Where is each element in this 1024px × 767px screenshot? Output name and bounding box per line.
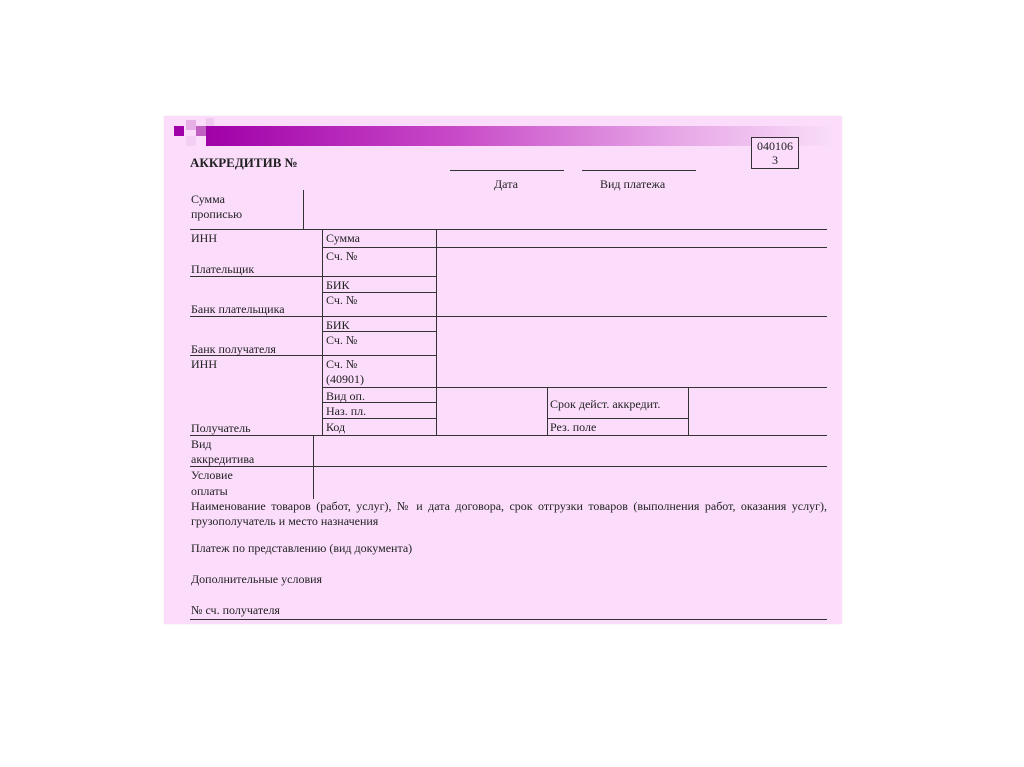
grid-line [322,247,827,248]
decor-square [174,126,184,136]
payer-bik-label: БИК [326,278,350,292]
grid-line [322,387,827,388]
lc-type-label-line2: аккредитива [191,452,255,466]
inn2-label: ИНН [191,357,217,371]
grid-line [190,316,827,317]
payer-label: Плательщик [191,262,255,276]
decor-gradient-bar [206,126,830,146]
date-label: Дата [494,177,518,191]
payee-account-no-label: № сч. получателя [191,603,280,617]
additional-terms-label: Дополнительные условия [191,572,323,586]
amount-words-label-line2: прописью [191,207,243,221]
decor-square [206,118,214,126]
payment-cond-label-line2: оплаты [191,484,228,498]
payer-bank-label: Банк плательщика [191,302,285,316]
grid-line [190,276,436,277]
grid-vline [436,229,437,435]
reserve-label: Рез. поле [550,420,597,434]
amount-words-divider [303,190,304,230]
decor-square [186,136,196,146]
date-line [450,170,564,171]
payer-bank-account-label: Сч. № [326,293,358,307]
amount-words-label-line1: Сумма [191,192,225,206]
inn-label: ИНН [191,231,217,245]
grid-vline [547,387,548,435]
grid-line [547,418,688,419]
lc-type-label-line1: Вид [191,437,212,451]
purpose-label: Наз. пл. [326,404,367,418]
payer-account-label: Сч. № [326,249,358,263]
payment-cond-label-line1: Условие [191,468,233,482]
grid-vline [688,387,689,435]
payee-bank-account-label: Сч. № [326,333,358,347]
account-40901-label-line2: (40901) [326,372,364,386]
grid-vline [322,229,323,435]
payment-type-line [582,170,696,171]
form-title: АККРЕДИТИВ № [190,155,298,170]
payment-type-label: Вид платежа [600,177,666,191]
op-type-label: Вид оп. [326,389,365,403]
amount-label: Сумма [326,231,360,245]
payee-label: Получатель [191,421,251,435]
payment-on-presentation-label: Платеж по представлению (вид документа) [191,541,413,555]
grid-line [190,435,827,436]
code-label: Код [326,420,346,434]
goods-description-label: Наименование товаров (работ, услуг), № и дата договора, срок отгрузки товаров (выполнения работ, оказания услуг), грузополучатель и место назначения [191,499,827,528]
bottom-line [190,619,827,620]
form-code-line2: 3 [772,153,778,167]
form-code-box [751,137,799,169]
form-code-line1: 040106 [757,139,793,153]
decor-square [186,120,196,130]
decor-square [196,126,206,136]
grid-line [322,418,436,419]
grid-line [190,466,827,467]
grid-vline [313,435,314,499]
account-40901-label-line1: Сч. № [326,357,358,371]
payee-bank-label: Банк получателя [191,342,276,356]
payee-bik-label: БИК [326,318,350,332]
validity-label: Срок дейст. аккредит. [550,397,661,411]
grid-line [190,229,827,230]
